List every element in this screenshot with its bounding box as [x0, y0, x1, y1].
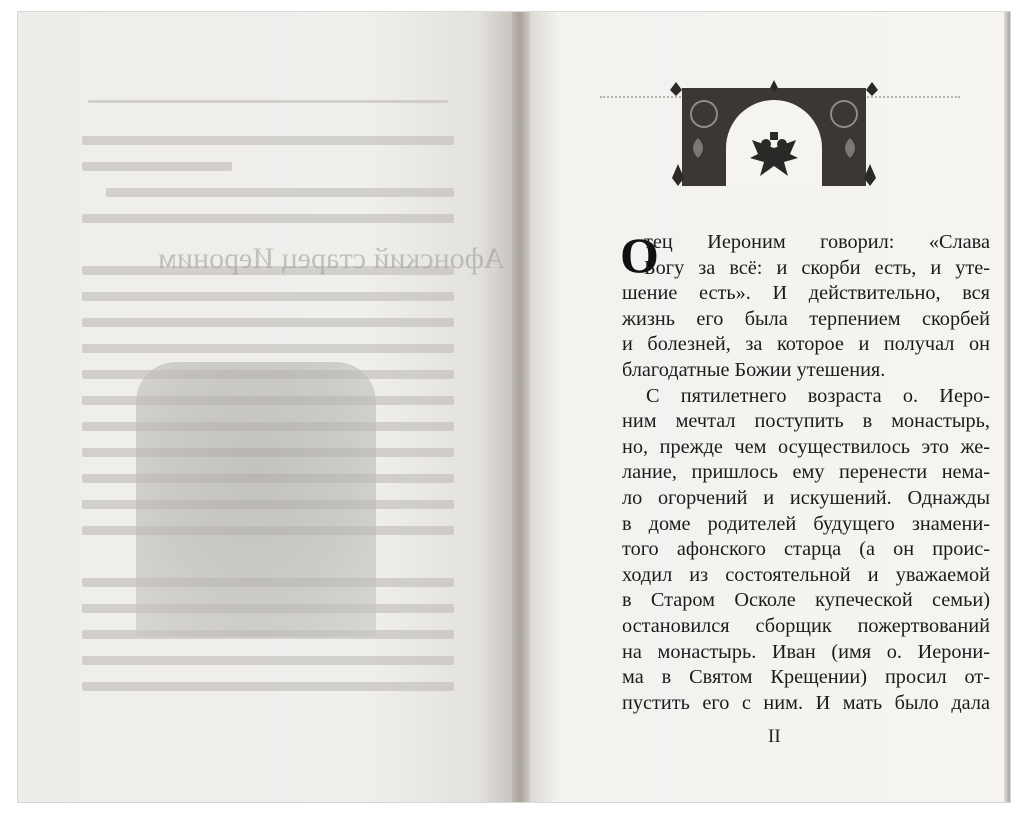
double-headed-eagle-emblem — [668, 78, 880, 200]
text-line: пустить его с ним. И мать было дала — [622, 691, 990, 714]
ghost-rule — [88, 100, 448, 103]
drop-cap: О — [620, 227, 659, 283]
page-number: II — [768, 726, 781, 747]
text-line: благодатные Божии утешения. — [622, 358, 886, 381]
book-gutter — [512, 12, 530, 802]
text-line: и болезней, за которое и получал он — [622, 333, 990, 356]
ghost-line — [82, 292, 454, 301]
ghost-line — [82, 136, 454, 145]
text-line: в доме родителей будущего знамени- — [622, 512, 990, 535]
text-line: лание, пришлось ему перенести нема- — [622, 461, 990, 484]
text-line: шение есть». И действительно, вся — [622, 282, 990, 305]
book-spread — [18, 12, 1010, 802]
text-line: в Старом Осколе купеческой семьи) — [622, 589, 990, 612]
ghost-line — [106, 188, 454, 197]
text-line: ходил из состоятельной и уважаемой — [622, 563, 990, 586]
text-line: тец Иероним говорил: «Слава — [644, 231, 990, 253]
text-line: жизнь его была терпением скорбей — [622, 307, 990, 330]
ghost-line — [82, 162, 232, 171]
text-line: ма в Святом Крещении) просил от- — [622, 666, 990, 689]
text-line: но, прежде чем осуществилось это же- — [622, 435, 990, 458]
text-line: ним мечтал поступить в монастырь, — [622, 410, 990, 433]
text-line: Богу за всё: и скорби есть, и уте- — [644, 256, 990, 279]
page-edge — [1004, 12, 1010, 802]
text-line: того афонского старца (а он проис- — [622, 538, 990, 561]
ghost-line — [82, 682, 454, 691]
ghost-line — [82, 318, 454, 327]
ghost-line — [82, 344, 454, 353]
ghost-line — [82, 656, 454, 665]
text-line: остановился сборщик пожертвований — [622, 614, 990, 637]
text-line: ло огорчений и искушений. Однажды — [622, 486, 990, 509]
body-text — [620, 227, 990, 716]
text-line: на монастырь. Иван (имя о. Иерони- — [622, 640, 990, 663]
ghost-line — [82, 214, 454, 223]
left-page — [18, 12, 512, 802]
show-through-title: Афонский старец Иероним — [158, 242, 505, 275]
text-line: С пятилетнего возраста о. Иеро- — [646, 384, 990, 407]
show-through-photo — [136, 362, 376, 637]
right-page — [530, 12, 1010, 802]
